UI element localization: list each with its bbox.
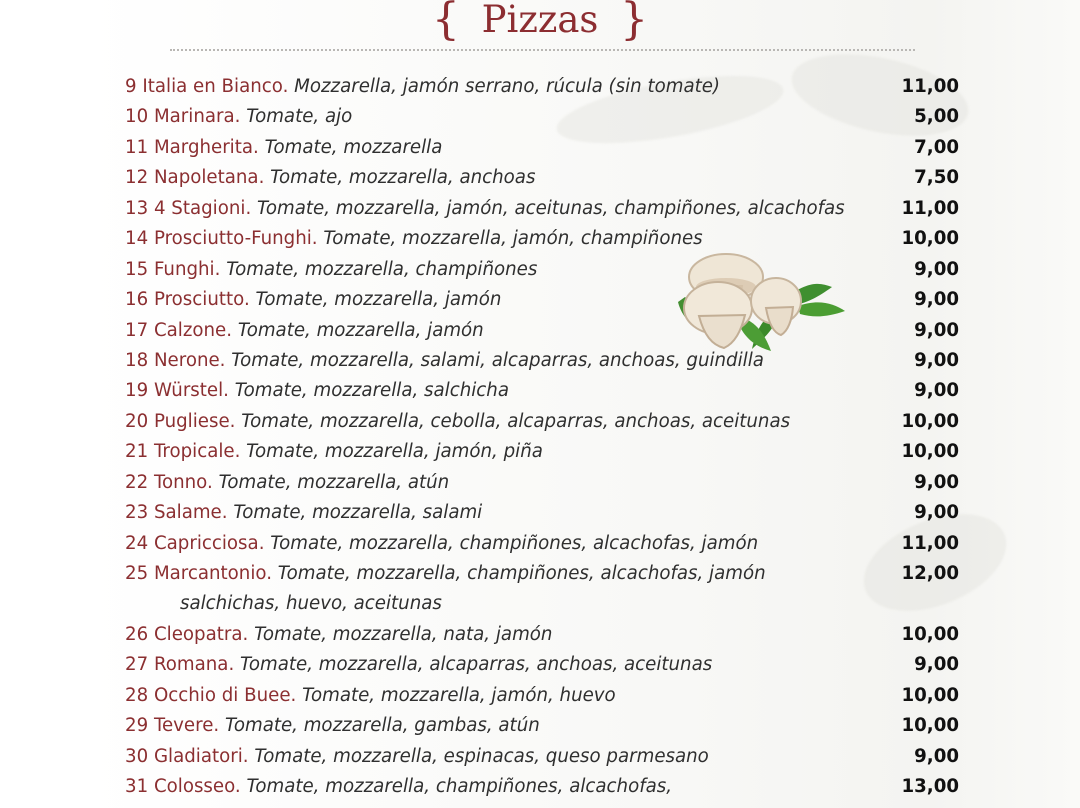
item-number: 19 [125, 380, 149, 402]
menu-row [0, 711, 1080, 741]
title-left-brace: { [431, 0, 460, 45]
menu-row [0, 559, 1080, 589]
item-number: 17 [125, 319, 149, 341]
item-number: 20 [125, 410, 149, 432]
item-number: 9 [125, 76, 137, 97]
menu-row [0, 163, 1080, 193]
item-name: Italia en Bianco [142, 76, 283, 97]
menu-row [0, 468, 1080, 498]
item-description: Tomate, mozzarella, jamón, piña [246, 441, 543, 463]
item-name: Occhio di Buee [153, 684, 291, 706]
item-price: 11,00 [901, 197, 959, 219]
item-description: Tomate, mozzarella, salami [233, 502, 483, 524]
item-name: Nerone [153, 349, 220, 371]
menu-item [125, 318, 484, 344]
item-price: 10,00 [901, 623, 959, 645]
menu-item [125, 257, 537, 283]
item-description: Tomate, mozzarella [264, 136, 443, 158]
menu-row [0, 620, 1080, 650]
menu-item [125, 622, 552, 648]
item-number: 29 [125, 715, 149, 737]
item-name-separator: . [228, 654, 235, 676]
item-number: 21 [125, 441, 149, 463]
menu-item [125, 744, 709, 770]
menu-item [125, 104, 352, 130]
item-description: Tomate, mozzarella, gambas, atún [224, 715, 540, 737]
item-name-separator: . [229, 410, 236, 432]
menu-item [125, 287, 501, 313]
item-name: Marcantonio [153, 563, 267, 584]
item-name-separator: . [243, 289, 250, 311]
menu-row [0, 194, 1080, 224]
menu-row-continuation [0, 589, 1080, 619]
menu-item [125, 774, 672, 800]
page-title [0, 0, 1080, 46]
item-name: Prosciutto [153, 289, 244, 311]
item-description: Tomate, mozzarella, alcaparras, anchoas, aceitunas [240, 654, 713, 676]
menu-item [125, 74, 720, 100]
title-text: Pizzas [481, 0, 599, 41]
menu-row [0, 316, 1080, 346]
menu-row [0, 133, 1080, 163]
item-number: 22 [125, 471, 149, 493]
menu-row [0, 72, 1080, 102]
item-price: 9,00 [914, 471, 959, 493]
item-name: Napoletana [153, 167, 259, 189]
menu-row [0, 346, 1080, 376]
item-name-separator: . [242, 623, 249, 645]
item-price: 9,00 [914, 349, 959, 371]
menu-item [125, 378, 509, 404]
menu-row [0, 376, 1080, 406]
item-name-separator: . [234, 776, 241, 798]
item-number: 12 [125, 167, 149, 189]
menu-item [125, 409, 790, 435]
item-price: 9,00 [914, 745, 959, 767]
item-name-separator: . [219, 349, 226, 371]
menu-row [0, 529, 1080, 559]
item-name: Funghi [153, 258, 215, 280]
item-name: Tonno [153, 471, 207, 493]
mushroom-icon [668, 247, 858, 357]
item-price: 10,00 [901, 441, 959, 463]
item-price: 5,00 [914, 106, 959, 128]
item-price: 7,50 [914, 167, 959, 189]
pizza-menu-list [0, 72, 1080, 803]
item-number: 15 [125, 258, 149, 280]
menu-item [125, 652, 712, 678]
item-number: 24 [125, 532, 149, 554]
item-number: 25 [125, 563, 149, 584]
menu-item [125, 439, 543, 465]
item-description: Tomate, mozzarella, jamón, huevo [302, 684, 616, 706]
item-name-separator: . [290, 684, 297, 706]
item-name: Tropicale [153, 441, 235, 463]
item-description: Tomate, ajo [246, 106, 353, 128]
item-number: 18 [125, 349, 149, 371]
item-name-separator: . [282, 76, 289, 97]
menu-row [0, 102, 1080, 132]
item-name-separator: . [226, 319, 233, 341]
item-number: 11 [125, 136, 149, 158]
menu-row [0, 681, 1080, 711]
item-description: Tomate, mozzarella, espinacas, queso parmesano [254, 745, 709, 767]
menu-item [125, 165, 535, 191]
item-description: Mozzarella, jamón serrano, rúcula (sin tomate) [294, 76, 721, 97]
item-name: Marinara [153, 106, 235, 128]
item-name: 4 Stagioni [153, 197, 246, 219]
item-name-separator: . [258, 167, 265, 189]
menu-row [0, 407, 1080, 437]
item-name: Würstel [153, 380, 224, 402]
item-number: 26 [125, 623, 149, 645]
item-description: Tomate, mozzarella, jamón [237, 319, 484, 341]
item-description: Tomate, mozzarella, anchoas [270, 167, 536, 189]
menu-item [125, 531, 758, 557]
item-price: 10,00 [901, 410, 959, 432]
item-name: Romana [153, 654, 229, 676]
menu-item [125, 561, 766, 587]
item-price: 9,00 [914, 654, 959, 676]
item-name-separator: . [311, 228, 318, 250]
item-description: Tomate, mozzarella, cebolla, alcaparras, anchoas, aceitunas [241, 410, 791, 432]
mushroom-stem [699, 315, 745, 348]
item-name: Prosciutto-Funghi [153, 228, 312, 250]
item-number: 14 [125, 228, 149, 250]
item-price: 9,00 [914, 502, 959, 524]
item-description: Tomate, mozzarella, champiñones, alcachofas, [246, 776, 673, 798]
menu-item [125, 470, 449, 496]
item-price: 13,00 [901, 776, 959, 798]
item-number: 10 [125, 106, 149, 128]
menu-item [125, 135, 442, 161]
menu-row [0, 772, 1080, 802]
item-description: Tomate, mozzarella, salami, alcaparras, anchoas, guindilla [231, 349, 764, 371]
item-name: Salame [153, 502, 222, 524]
item-price: 10,00 [901, 228, 959, 250]
item-name: Capricciosa [153, 532, 259, 554]
item-price: 12,00 [901, 563, 959, 584]
item-description: Tomate, mozzarella, champiñones, alcachofas, jamón [277, 563, 766, 584]
item-description: Tomate, mozzarella, jamón, champiñones [323, 228, 703, 250]
item-price: 10,00 [901, 715, 959, 737]
item-name: Gladiatori [153, 745, 243, 767]
item-name-separator: . [234, 106, 241, 128]
item-description: Tomate, mozzarella, jamón [255, 289, 502, 311]
item-number: 31 [125, 776, 149, 798]
menu-item [125, 196, 845, 222]
menu-item [125, 683, 616, 709]
item-number: 16 [125, 289, 149, 311]
item-number: 27 [125, 654, 149, 676]
item-price: 9,00 [914, 258, 959, 280]
menu-row [0, 742, 1080, 772]
item-price: 9,00 [914, 319, 959, 341]
item-name-separator: . [253, 136, 259, 158]
item-number: 23 [125, 502, 149, 524]
item-description-continuation: salchichas, huevo, aceitunas [180, 593, 442, 615]
item-price: 9,00 [914, 380, 959, 402]
item-description: Tomate, mozzarella, champiñones, alcachofas, jamón [270, 532, 759, 554]
menu-item [125, 500, 482, 526]
item-name-separator: . [258, 532, 265, 554]
item-name: Margherita [153, 136, 254, 158]
item-name: Tevere [153, 715, 214, 737]
title-divider [170, 49, 915, 51]
item-description: Tomate, mozzarella, salchicha [234, 380, 509, 402]
item-price: 11,00 [901, 76, 959, 97]
menu-row [0, 224, 1080, 254]
item-price: 7,00 [914, 136, 959, 158]
item-name: Colosseo [153, 776, 235, 798]
item-name: Pugliese [153, 410, 230, 432]
item-name-separator: . [206, 471, 213, 493]
item-description: Tomate, mozzarella, nata, jamón [254, 623, 553, 645]
item-name-separator: . [221, 502, 228, 524]
item-name-separator: . [214, 258, 221, 280]
item-name-separator: . [242, 745, 249, 767]
item-name-separator: . [266, 563, 272, 584]
item-description: Tomate, mozzarella, atún [218, 471, 450, 493]
parsley-leaf [798, 302, 845, 316]
item-price: 9,00 [914, 289, 959, 311]
title-right-brace: } [620, 0, 649, 45]
item-name-separator: . [213, 715, 220, 737]
menu-row [0, 650, 1080, 680]
item-number: 13 [125, 197, 149, 219]
menu-row [0, 498, 1080, 528]
item-price: 11,00 [901, 532, 959, 554]
item-price: 10,00 [901, 684, 959, 706]
menu-row [0, 285, 1080, 315]
item-number: 28 [125, 684, 149, 706]
item-name-separator: . [234, 441, 241, 463]
item-name: Calzone [153, 319, 227, 341]
item-description: Tomate, mozzarella, jamón, aceitunas, champiñones, alcachofas [257, 197, 845, 219]
menu-row [0, 255, 1080, 285]
item-number: 30 [125, 745, 149, 767]
item-name-separator: . [245, 197, 252, 219]
item-name-separator: . [223, 380, 229, 402]
item-description: Tomate, mozzarella, champiñones [226, 258, 538, 280]
menu-item [125, 226, 703, 252]
item-name: Cleopatra [153, 623, 243, 645]
menu-row [0, 437, 1080, 467]
menu-item [125, 713, 540, 739]
